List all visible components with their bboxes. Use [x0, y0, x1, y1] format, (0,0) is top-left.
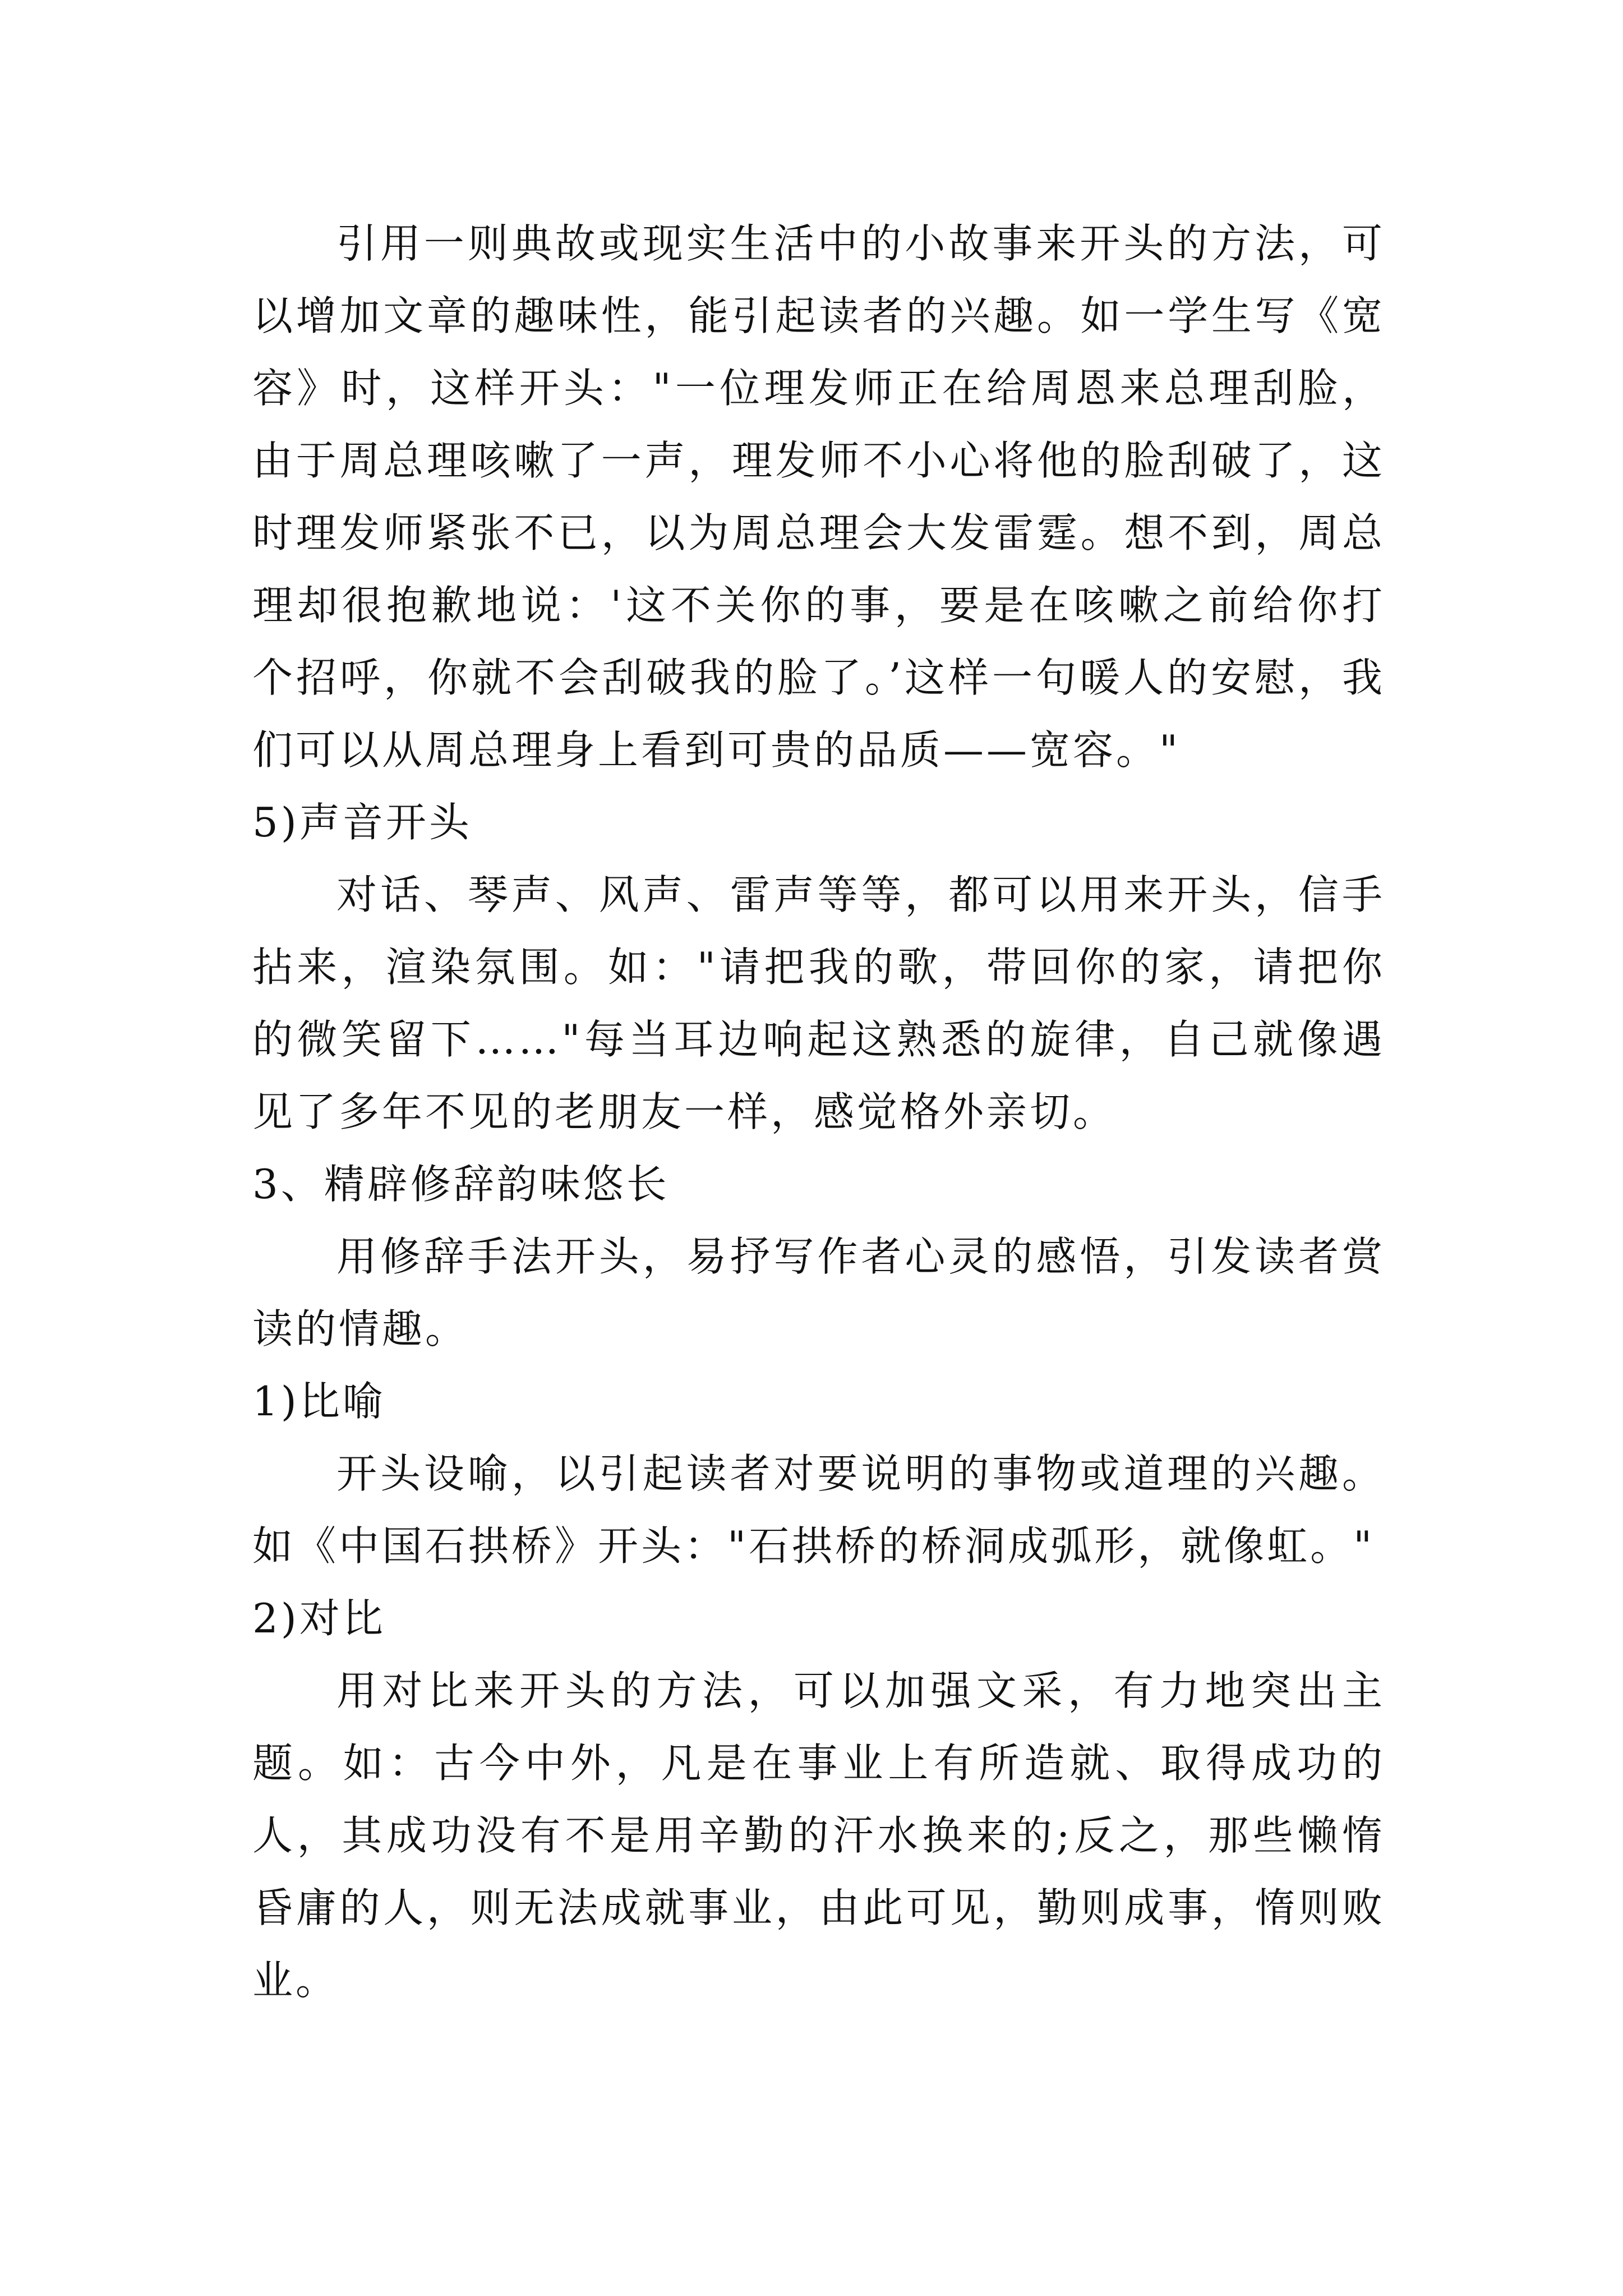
paragraph-allusion-opening: 引用一则典故或现实生活中的小故事来开头的方法，可以增加文章的趣味性，能引起读者的兴趣。如一学生写《宽容》时，这样开头："一位理发师正在给周恩来总理刮脸，由于周总理咳嗽了一声，理发师不小心将他的脸刮破了，这时理发师紧张不已，以为周总理会大发雷霆。想不到，周总理却很抱歉地说：'这不关你的事，要是在咳嗽之前给你打个招呼，你就不会刮破我的脸了。’这样一句暖人的安慰，我们可以从周总理身上看到可贵的品质——宽容。" [252, 220, 1385, 774]
paragraph-contrast: 用对比来开头的方法，可以加强文采，有力地突出主题。如：古今中外，凡是在事业上有所造就、取得成功的人，其成功没有不是用辛勤的汗水换来的;反之，那些懒惰昏庸的人，则无法成就事业，由此可见，勤则成事，惰则败业。 [252, 1667, 1385, 2004]
heading-sound-opening: 5)声音开头 [252, 799, 472, 846]
paragraph-rhetoric-intro: 用修辞手法开头，易抒写作者心灵的感悟，引发读者赏读的情趣。 [252, 1233, 1385, 1352]
heading-rhetoric-section: 3、精辟修辞韵味悠长 [252, 1161, 670, 1208]
paragraph-sound-opening: 对话、琴声、风声、雷声等等，都可以用来开头，信手拈来，渲染氛围。如："请把我的歌，带回你的家，请把你的微笑留下……"每当耳边响起这熟悉的旋律，自己就像遇见了多年不见的老朋友一样，感觉格外亲切。 [252, 871, 1385, 1135]
document-body [252, 208, 1385, 2017]
heading-contrast: 2)对比 [252, 1595, 386, 1642]
heading-metaphor: 1)比喻 [252, 1378, 386, 1425]
paragraph-metaphor: 开头设喻，以引起读者对要说明的事物或道理的兴趣。如《中国石拱桥》开头："石拱桥的桥洞成弧形，就像虹。" [252, 1450, 1385, 1570]
